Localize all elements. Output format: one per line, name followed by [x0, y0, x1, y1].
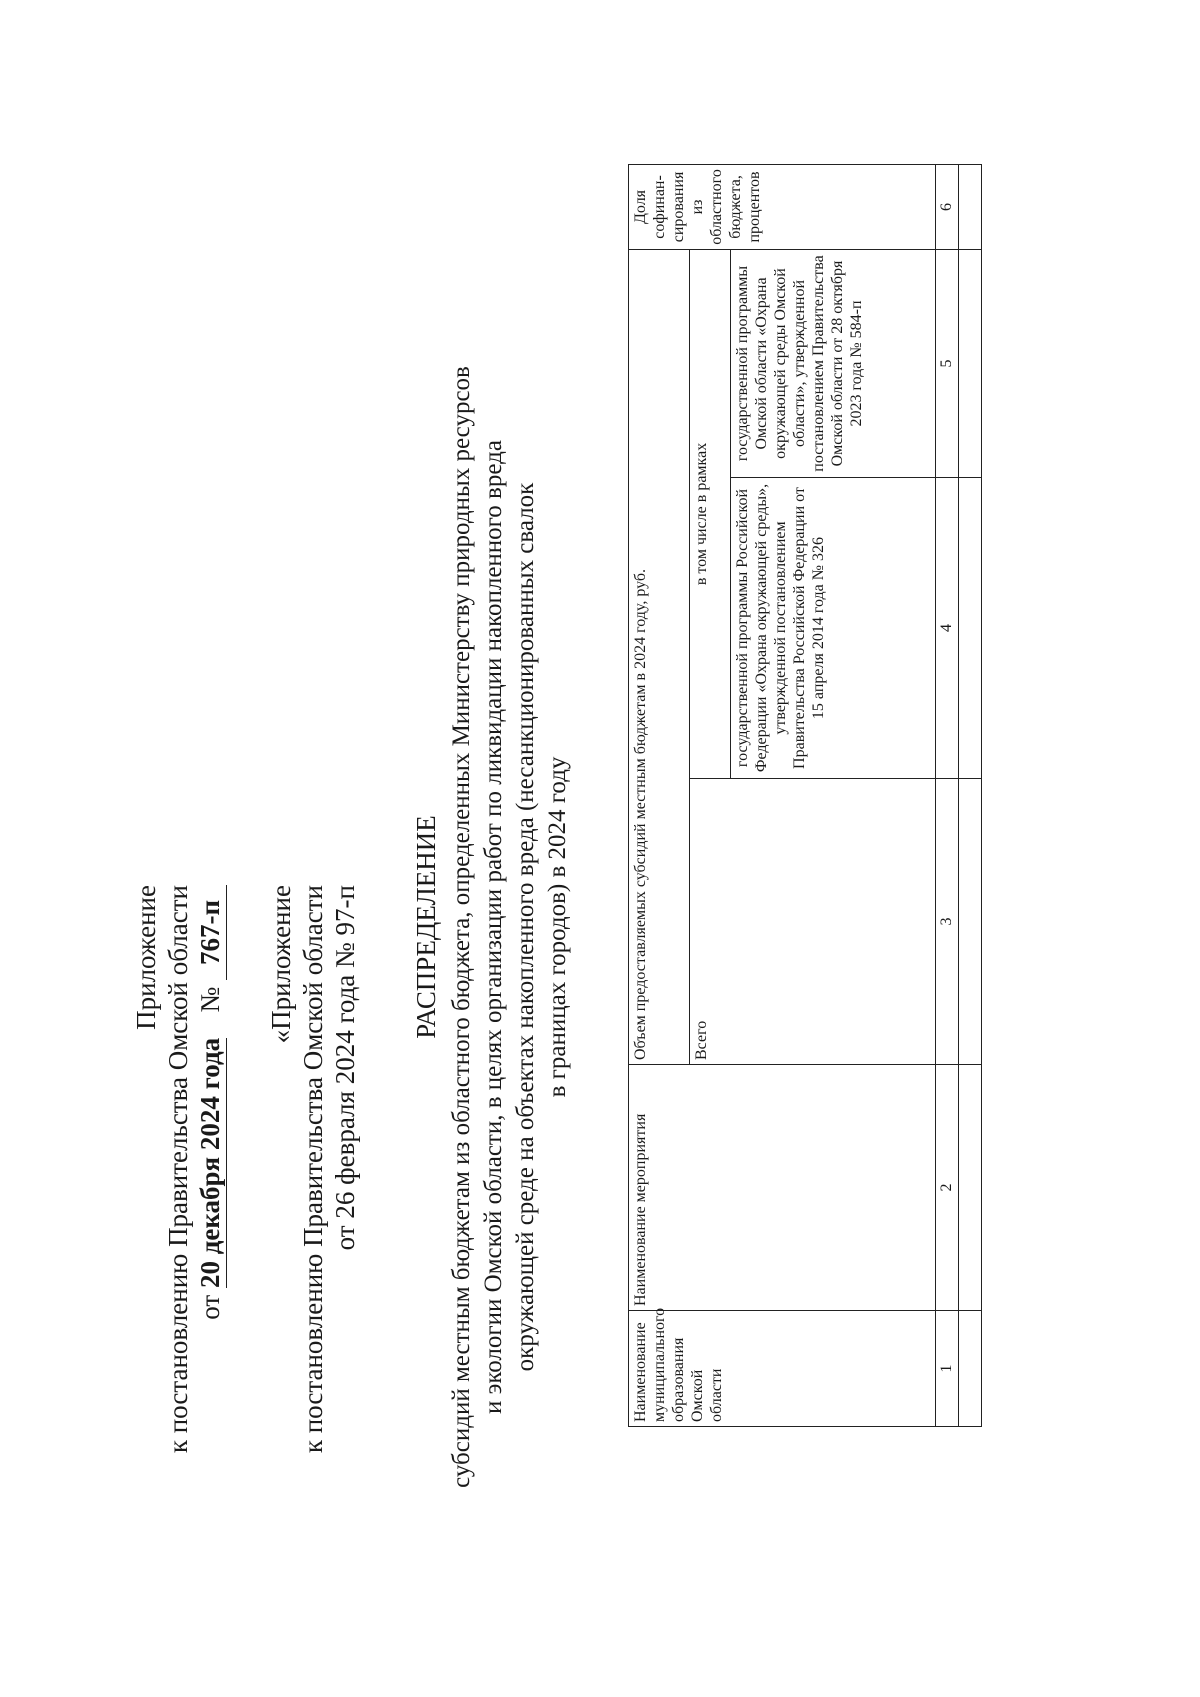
appendix-header [130, 885, 227, 1585]
resolution-date: 20 декабря 2024 года [195, 1037, 225, 1289]
header-share: Доля софинан-сирования из областного бюджета, процентов [629, 164, 936, 249]
header-program-omsk: государственной программы Омской области «Охрана окружающей среды Омской области», утвержденной постановлением Правительства Омской области от 28 октября 2023 года № 584-п [731, 249, 936, 477]
appendix-date-row [194, 885, 227, 1585]
column-number-row [936, 164, 959, 1426]
column-number: 1 [936, 1311, 959, 1427]
column-number: 4 [936, 478, 959, 779]
number-sign: № [195, 986, 225, 1013]
title-line: окружающей среде на объектах накопленного вреда (несанкционированных свалок [512, 482, 539, 1372]
table-cell [959, 249, 982, 477]
column-number: 2 [936, 1065, 959, 1311]
header-program-rf: государственной программы Российской Федерации «Охрана окружающей среды», утвержденной постановлением Правительства Российской Федерации от 15 апреля 2014 года № 326 [731, 478, 936, 779]
table-row [959, 164, 982, 1426]
header-volume: Объем предоставляемых субсидий местным бюджетам в 2024 году, руб. [629, 249, 690, 1064]
header-total: Всего [690, 779, 936, 1065]
appendix-reference: к постановлению Правительства Омской области [163, 885, 193, 1454]
column-number: 3 [936, 779, 959, 1065]
title-heading: РАСПРЕДЕЛЕНИЕ [411, 815, 441, 1039]
prior-appendix-header [265, 885, 361, 1585]
table-cell [959, 478, 982, 779]
column-number: 6 [936, 164, 959, 249]
table-cell [959, 1065, 982, 1311]
header-including: в том числе в рамках [690, 249, 731, 778]
column-number: 5 [936, 249, 959, 477]
document-title [410, 327, 574, 1527]
appendix-label: Приложение [131, 885, 161, 1030]
title-line: и экологии Омской области, в целях организации работ по ликвидации накопленного вреда [480, 440, 507, 1414]
table-cell [959, 164, 982, 249]
prior-appendix-label: «Приложение [266, 885, 296, 1044]
table-cell [959, 779, 982, 1065]
header-municipality: Наименование муниципального образования Омской области [629, 1311, 936, 1427]
title-line: субсидий местным бюджетам из областного бюджета, определенных Министерству природных ресурсов [448, 366, 475, 1488]
table-cell [959, 1311, 982, 1427]
distribution-table [628, 164, 982, 1427]
prior-appendix-date: от 26 февраля 2024 года № 97-п [330, 885, 360, 1251]
from-prefix: от [195, 1294, 225, 1320]
header-measure: Наименование мероприятия [629, 1065, 936, 1311]
resolution-number: 767-п [194, 885, 227, 980]
table-header-row [629, 164, 690, 1426]
prior-appendix-reference: к постановлению Правительства Омской области [298, 885, 328, 1454]
title-line: в границах городов) в 2024 году [544, 756, 571, 1098]
